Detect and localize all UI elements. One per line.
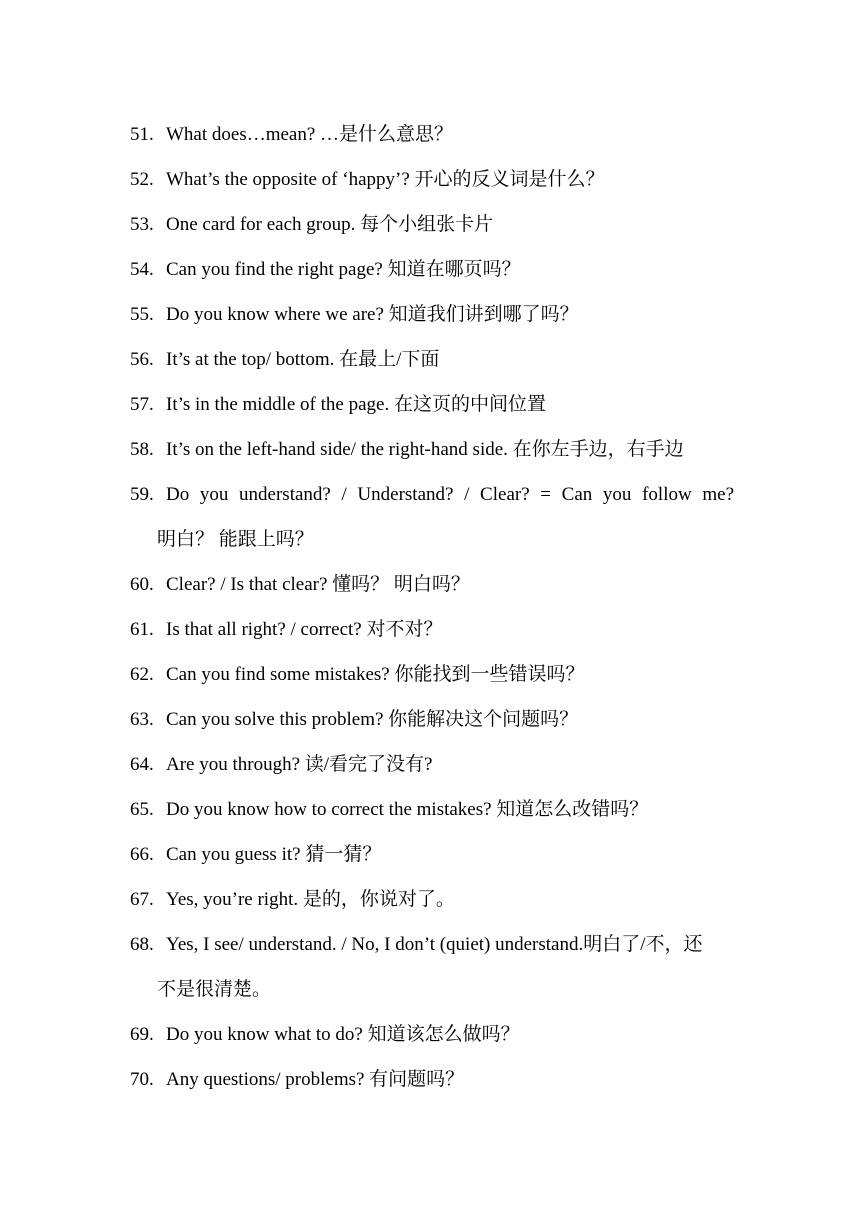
list-item	[130, 922, 734, 1012]
list-item	[130, 562, 734, 607]
phrase-list	[130, 112, 734, 1102]
list-item	[130, 382, 734, 427]
item-number: 61.	[130, 619, 154, 640]
item-number: 69.	[130, 1024, 154, 1045]
list-item	[130, 832, 734, 877]
item-first-line	[130, 922, 734, 967]
item-number: 58.	[130, 439, 154, 460]
item-text: What’s the opposite of ‘happy’? 开心的反义词是什么？	[166, 169, 605, 190]
item-number: 54.	[130, 259, 154, 280]
item-text: Clear? / Is that clear? 懂吗？ 明白吗？	[166, 574, 470, 595]
item-text: Can you solve this problem? 你能解决这个问题吗？	[166, 709, 579, 730]
list-item	[130, 247, 734, 292]
list-item	[130, 112, 734, 157]
item-number: 57.	[130, 394, 154, 415]
item-number: 52.	[130, 169, 154, 190]
item-number: 64.	[130, 754, 154, 775]
item-text: Can you find the right page? 知道在哪页吗？	[166, 259, 521, 280]
item-number: 68.	[130, 934, 154, 955]
list-item	[130, 202, 734, 247]
list-item	[130, 157, 734, 202]
item-text: It’s in the middle of the page. 在这页的中间位置	[166, 394, 546, 415]
list-item	[130, 427, 734, 472]
list-item	[130, 607, 734, 652]
list-item	[130, 1012, 734, 1057]
item-text: Can you find some mistakes? 你能找到一些错误吗？	[166, 664, 585, 685]
list-item	[130, 1057, 734, 1102]
list-item	[130, 697, 734, 742]
item-number: 59.	[130, 484, 154, 505]
item-text: One card for each group. 每个小组张卡片	[166, 214, 494, 235]
list-item	[130, 472, 734, 562]
item-number: 63.	[130, 709, 154, 730]
item-text: It’s on the left-hand side/ the right-hand side. 在你左手边，右手边	[166, 439, 684, 460]
item-text: What does…mean? …是什么意思？	[166, 124, 454, 145]
list-item	[130, 337, 734, 382]
item-number: 51.	[130, 124, 154, 145]
item-text: Do you know where we are? 知道我们讲到哪了吗？	[166, 304, 579, 325]
item-number: 60.	[130, 574, 154, 595]
item-continuation: 不是很清楚。	[157, 979, 272, 1000]
item-number: 62.	[130, 664, 154, 685]
item-text: Do you know how to correct the mistakes? 知道怎么改错吗？	[166, 799, 649, 820]
item-number: 66.	[130, 844, 154, 865]
item-continuation: 明白？ 能跟上吗？	[157, 529, 314, 550]
item-first-line	[130, 472, 734, 517]
list-item	[130, 742, 734, 787]
item-number: 65.	[130, 799, 154, 820]
list-item	[130, 787, 734, 832]
list-item	[130, 292, 734, 337]
list-item	[130, 877, 734, 922]
item-text: Do you understand? / Understand? / Clear? = Can you follow me?	[166, 484, 734, 505]
item-text: Yes, you’re right. 是的，你说对了。	[166, 889, 455, 910]
item-text: It’s at the top/ bottom. 在最上/下面	[166, 349, 440, 370]
item-number: 70.	[130, 1069, 154, 1090]
item-text: Yes, I see/ understand. / No, I don’t (quiet) understand.明白了/不，还	[166, 934, 703, 955]
list-item	[130, 652, 734, 697]
item-text: Do you know what to do? 知道该怎么做吗？	[166, 1024, 520, 1045]
item-number: 67.	[130, 889, 154, 910]
item-text: Any questions/ problems? 有问题吗？	[166, 1069, 465, 1090]
item-number: 56.	[130, 349, 154, 370]
item-text: Can you guess it? 猜一猜？	[166, 844, 382, 865]
item-number: 53.	[130, 214, 154, 235]
item-number: 55.	[130, 304, 154, 325]
item-text: Is that all right? / correct? 对不对？	[166, 619, 443, 640]
item-text: Are you through? 读/看完了没有?	[166, 754, 433, 775]
